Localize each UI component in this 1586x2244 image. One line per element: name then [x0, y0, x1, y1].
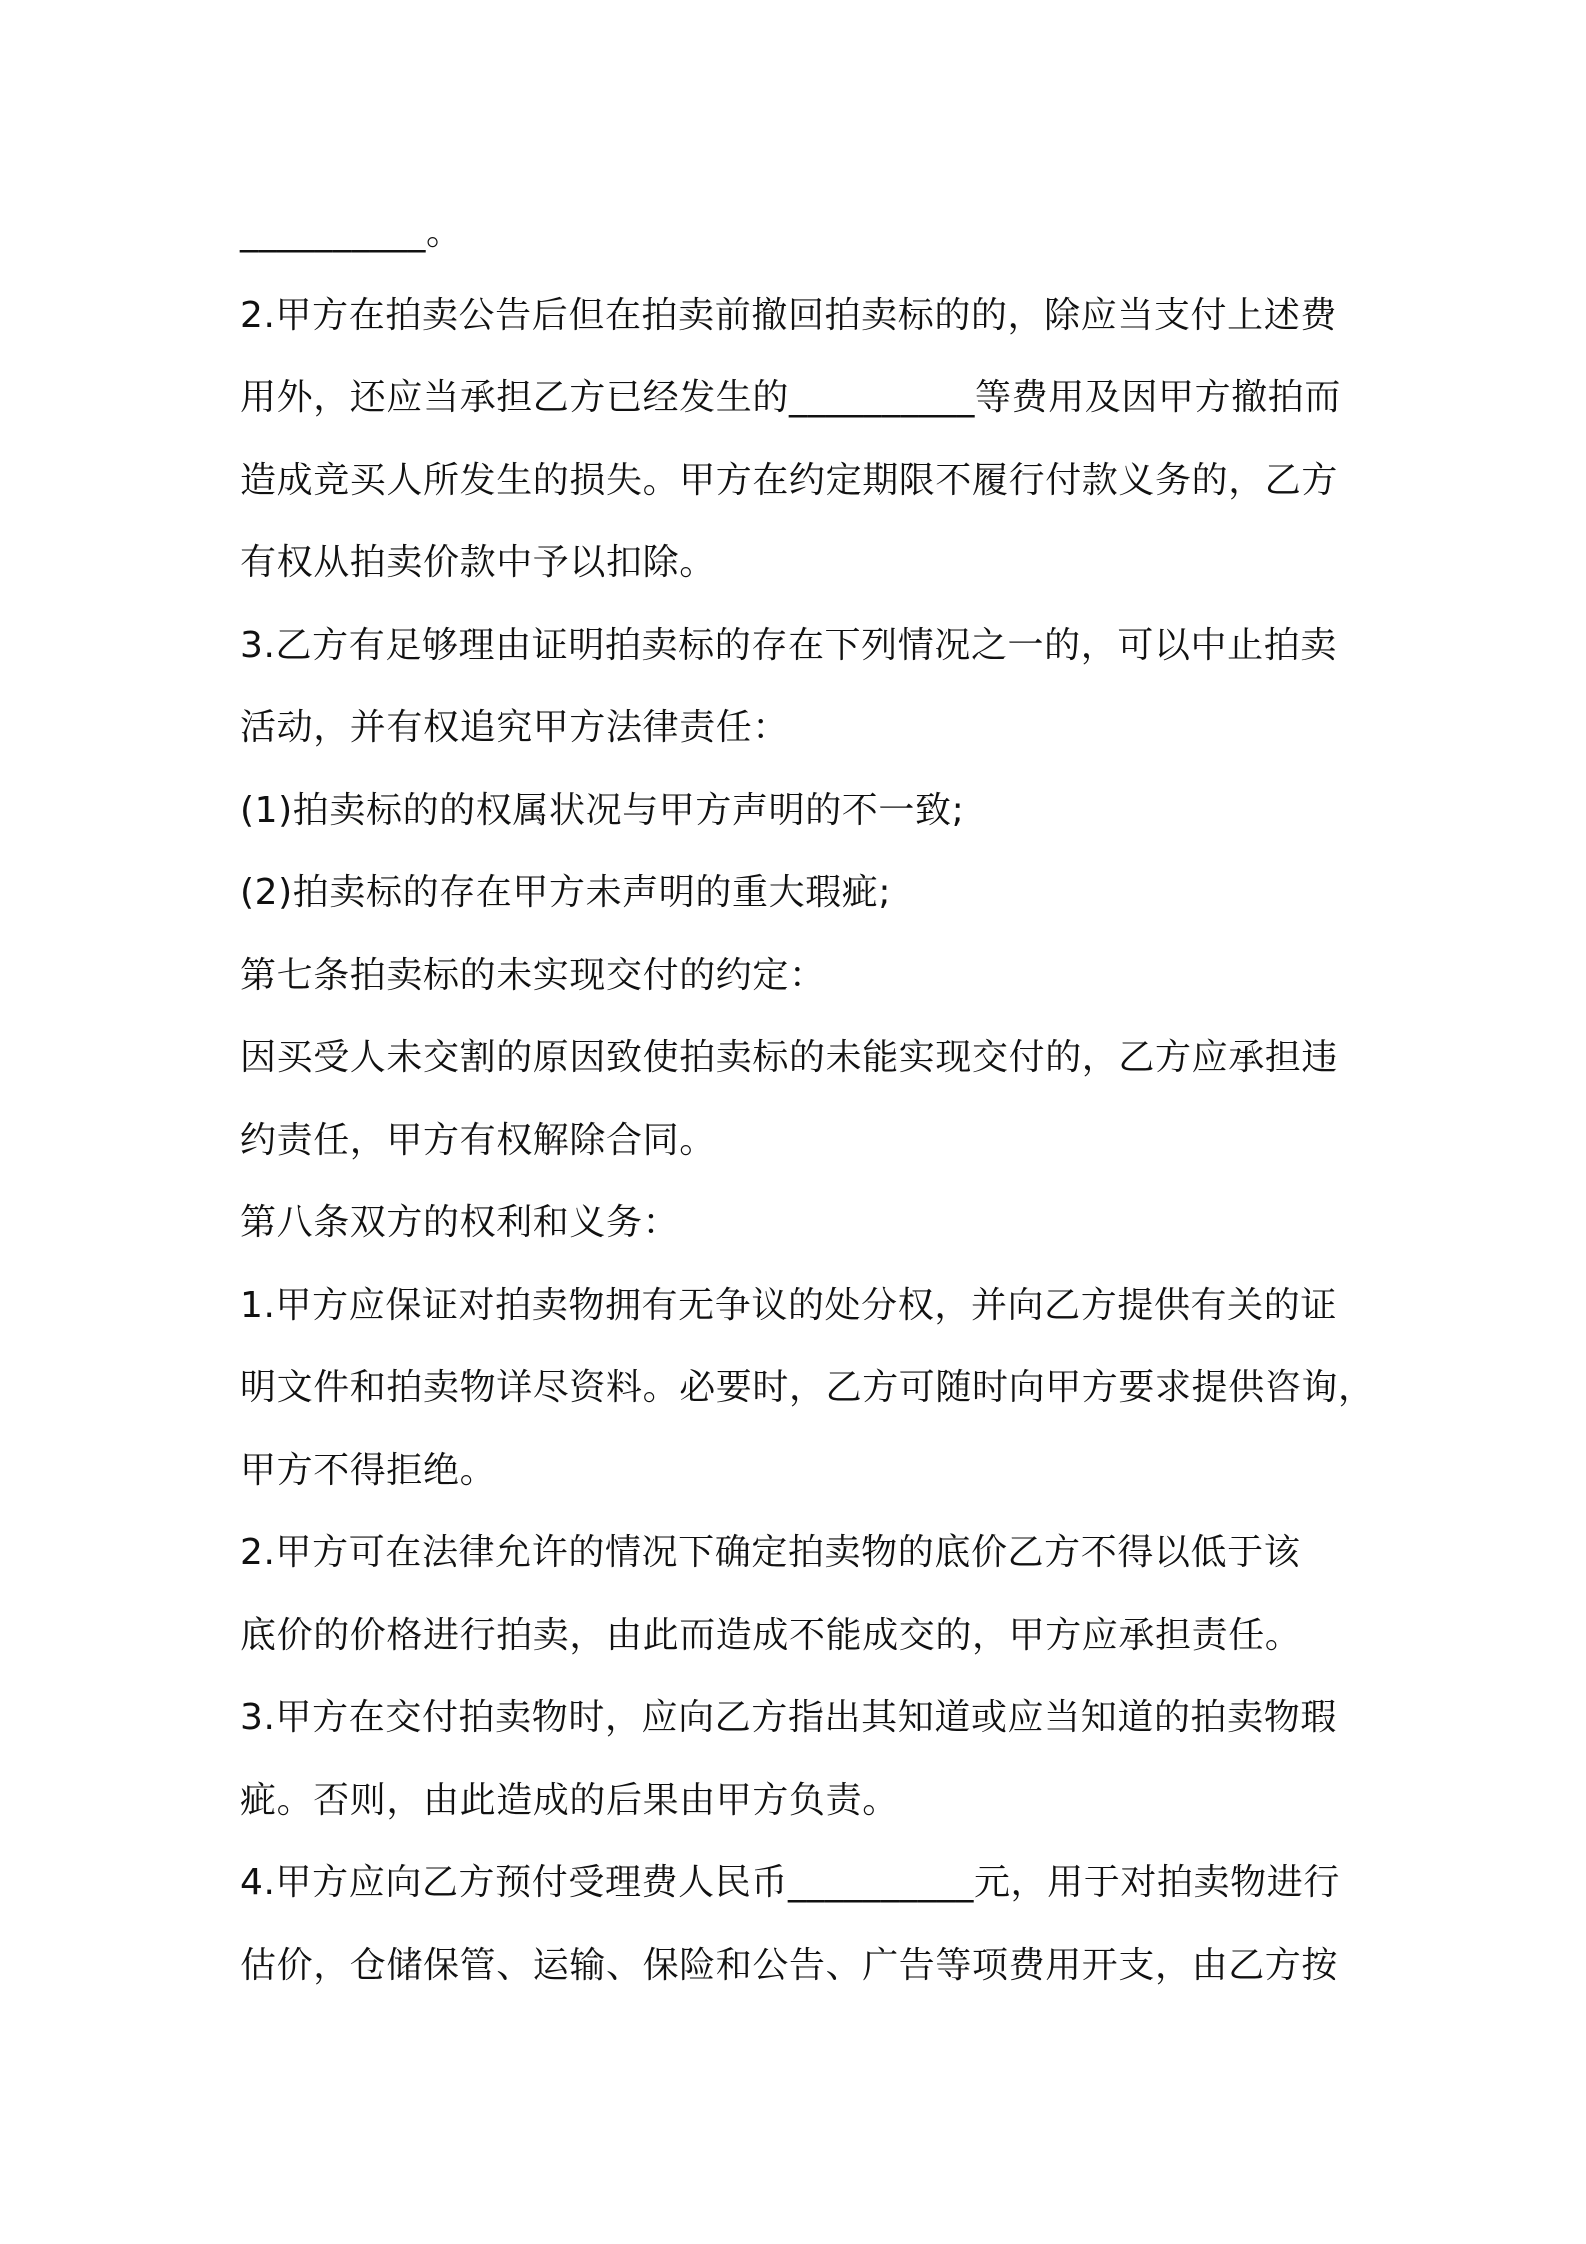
- section-heading: 第七条拍卖标的未实现交付的约定：: [240, 954, 826, 996]
- text-line: 2.甲方在拍卖公告后但在拍卖前撤回拍卖标的的，除应当支付上述费: [240, 294, 1337, 336]
- text-line: (2)拍卖标的存在甲方未声明的重大瑕疵;: [240, 872, 892, 913]
- text-line: 甲方不得拒绝。: [240, 1449, 497, 1491]
- text-line: 1.甲方应保证对拍卖物拥有无争议的处分权，并向乙方提供有关的证: [240, 1284, 1337, 1326]
- text-line: 估价，仓储保管、运输、保险和公告、广告等项费用开支，由乙方按: [240, 1944, 1339, 1986]
- text-line: 约责任，甲方有权解除合同。: [240, 1119, 716, 1161]
- section-heading: 第八条双方的权利和义务：: [240, 1202, 680, 1243]
- text-line: 因买受人未交割的原因致使拍卖标的未能实现交付的，乙方应承担违: [240, 1037, 1339, 1078]
- text-line: 有权从拍卖价款中予以扣除。: [240, 542, 716, 583]
- text-line: 用外，还应当承担乙方已经发生的__________等费用及因甲方撤拍而: [240, 377, 1341, 418]
- text-line: 活动，并有权追究甲方法律责任：: [240, 707, 790, 748]
- text-line: __________。: [240, 212, 463, 253]
- text-line: 明文件和拍卖物详尽资料。必要时，乙方可随时向甲方要求提供咨询，: [240, 1367, 1375, 1408]
- text-line: 疵。否则，由此造成的后果由甲方负责。: [240, 1779, 899, 1821]
- text-line: 造成竞买人所发生的损失。甲方在约定期限不履行付款义务的，乙方: [240, 459, 1339, 501]
- text-line: 底价的价格进行拍卖，由此而造成不能成交的，甲方应承担责任。: [240, 1614, 1302, 1656]
- text-line: 2.甲方可在法律允许的情况下确定拍卖物的底价乙方不得以低于该: [240, 1532, 1301, 1573]
- document-body: [240, 192, 1375, 2007]
- text-line: 4.甲方应向乙方预付受理费人民币__________元，用于对拍卖物进行: [240, 1862, 1340, 1903]
- text-line: (1)拍卖标的的权属状况与甲方声明的不一致;: [240, 789, 965, 831]
- text-line: 3.甲方在交付拍卖物时，应向乙方指出其知道或应当知道的拍卖物瑕: [240, 1697, 1337, 1738]
- text-line: 3.乙方有足够理由证明拍卖标的存在下列情况之一的，可以中止拍卖: [240, 624, 1337, 666]
